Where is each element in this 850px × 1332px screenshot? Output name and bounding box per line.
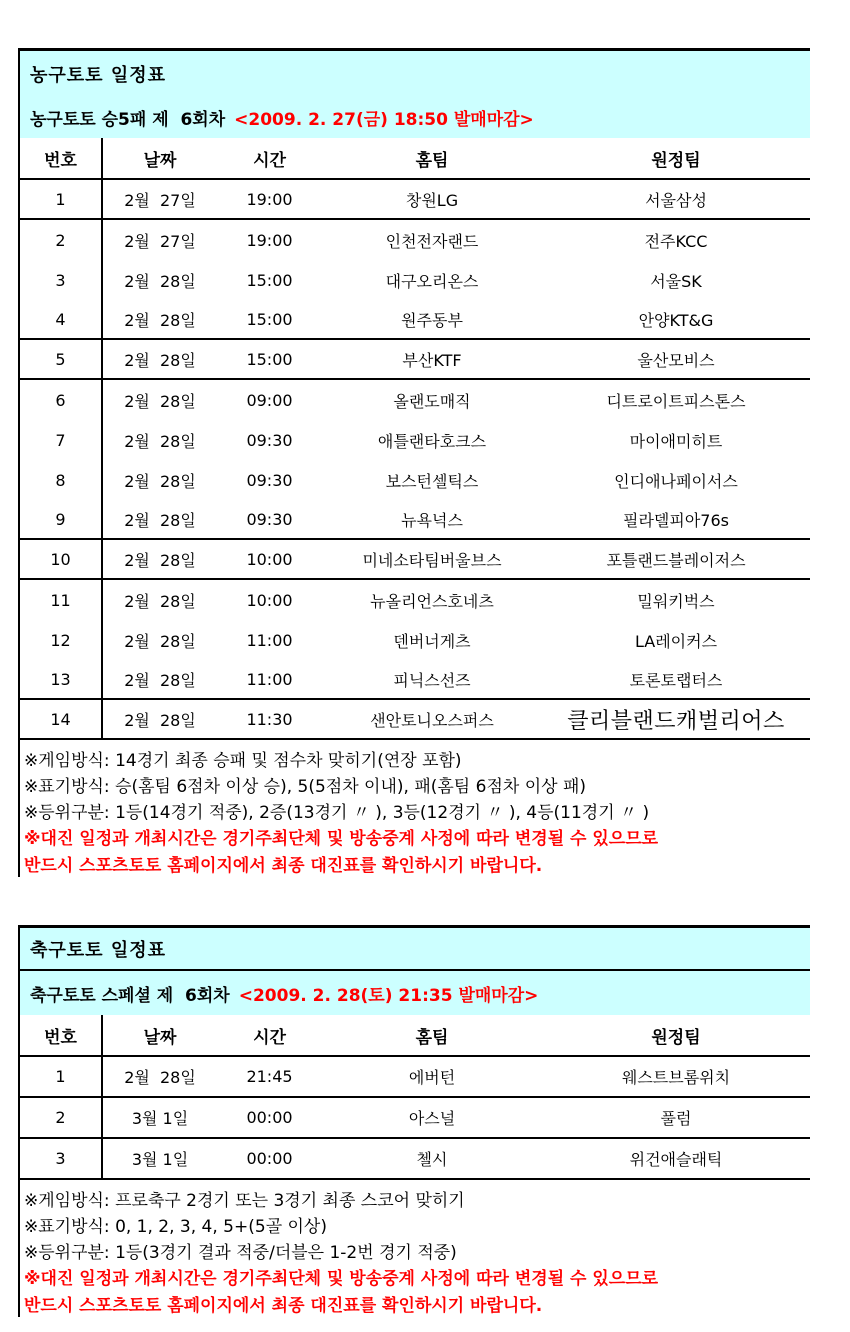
away-team: 필라델피아76s <box>623 510 729 530</box>
soccer-title-row <box>20 928 810 971</box>
sale-deadline-label: <2009. 2. 27(금) 18:50 발매마감> <box>234 110 534 130</box>
home-team: 피닉스선즈 <box>393 670 471 690</box>
game-time: 09:30 <box>246 509 293 529</box>
game-date: 2월 28일 <box>124 670 196 690</box>
game-row <box>20 300 810 340</box>
game-row <box>20 380 810 420</box>
game-time: 15:00 <box>246 270 293 290</box>
game-no: 7 <box>20 420 103 460</box>
warning-text <box>20 823 810 877</box>
game-row <box>20 1098 810 1139</box>
game-time: 15:00 <box>246 349 293 369</box>
game-row <box>20 420 810 460</box>
game-no: 1 <box>20 1057 103 1096</box>
basketball-subtitle-row <box>20 97 810 138</box>
game-row <box>20 700 810 740</box>
home-team: 올랜도매직 <box>393 391 471 411</box>
column-header-no: 번호 <box>20 1015 103 1055</box>
warning-line: ※대진 일정과 개최시간은 경기주최단체 및 방송중계 사정에 따라 변경될 수 있으므로 <box>24 1269 659 1289</box>
warning-line: 반드시 스포츠토토 홈페이지에서 최종 대진표를 확인하시기 바랍니다. <box>24 1296 543 1316</box>
game-date: 2월 28일 <box>124 310 196 330</box>
away-team: LA레이커스 <box>634 631 718 651</box>
game-no: 3 <box>20 1139 103 1178</box>
soccer-subtitle-row <box>20 971 810 1015</box>
sale-deadline-label: <2009. 2. 28(토) 21:35 발매마감> <box>238 985 539 1006</box>
column-header-time: 시간 <box>253 1027 286 1048</box>
home-team: 샌안토니오스퍼스 <box>370 710 494 730</box>
game-no: 12 <box>20 620 103 660</box>
away-team: 클리블랜드캐벌리어스 <box>567 708 785 734</box>
game-date: 2월 28일 <box>124 591 196 611</box>
column-header-date: 날짜 <box>143 150 177 171</box>
game-row <box>20 500 810 540</box>
game-time: 11:00 <box>246 630 293 650</box>
warning-line: ※대진 일정과 개최시간은 경기주최단체 및 방송중계 사정에 따라 변경될 수 있으므로 <box>24 829 659 849</box>
game-time: 21:45 <box>246 1067 293 1086</box>
column-header-home: 홈팀 <box>415 150 449 171</box>
game-date: 2월 27일 <box>124 231 196 251</box>
game-no: 9 <box>20 500 103 538</box>
game-time: 09:00 <box>246 390 293 410</box>
home-team: 뉴올리언스호네츠 <box>370 591 494 611</box>
away-team: 밀워키벅스 <box>637 591 715 611</box>
away-team: 위건애슬래틱 <box>629 1150 723 1169</box>
game-no: 14 <box>20 700 103 738</box>
table-header-row <box>20 1015 810 1057</box>
away-team: 서울SK <box>650 271 702 291</box>
column-header-date: 날짜 <box>143 1027 177 1048</box>
home-team: 뉴욕넉스 <box>401 510 463 530</box>
game-no: 5 <box>20 340 103 378</box>
game-date: 2월 28일 <box>124 271 196 291</box>
note-line: ※표기방식: 0, 1, 2, 3, 4, 5+(5골 이상) <box>24 1216 327 1237</box>
away-team: 웨스트브롬위치 <box>621 1068 731 1087</box>
game-no: 2 <box>20 1098 103 1137</box>
home-team: 원주동부 <box>401 310 463 330</box>
game-time: 11:30 <box>246 709 293 729</box>
away-team: 인디애나페이서스 <box>614 471 738 491</box>
warning-text <box>20 1263 810 1317</box>
game-row <box>20 1139 810 1180</box>
home-team: 첼시 <box>416 1150 448 1169</box>
game-row <box>20 460 810 500</box>
game-time: 11:00 <box>246 669 293 689</box>
soccer-section <box>18 925 810 1317</box>
home-team: 애틀랜타호크스 <box>377 431 487 451</box>
note-line: ※게임방식: 14경기 최종 승패 및 점수차 맞히기(연장 포함) <box>24 750 462 771</box>
game-date: 2월 28일 <box>124 710 196 730</box>
game-row <box>20 220 810 260</box>
column-header-away: 원정팀 <box>651 1027 701 1048</box>
game-no: 1 <box>20 180 103 218</box>
away-team: 안양KT&G <box>638 310 714 330</box>
home-team: 아스널 <box>408 1109 456 1128</box>
column-header-home: 홈팀 <box>415 1027 449 1048</box>
column-header-no: 번호 <box>20 138 103 178</box>
game-row <box>20 260 810 300</box>
game-no: 4 <box>20 300 103 338</box>
game-no: 11 <box>20 580 103 620</box>
away-team: 토론토랩터스 <box>629 670 723 690</box>
game-date: 2월 27일 <box>124 190 196 210</box>
game-date: 3월 1일 <box>131 1150 189 1169</box>
section-title: 농구토토 일정표 <box>30 65 166 86</box>
note-line: ※등위구분: 1등(3경기 결과 적중/더블은 1-2번 경기 적중) <box>24 1242 457 1263</box>
game-date: 2월 28일 <box>124 510 196 530</box>
game-date: 2월 28일 <box>124 550 196 570</box>
game-time: 09:30 <box>246 470 293 490</box>
game-time: 10:00 <box>246 549 293 569</box>
game-no: 6 <box>20 380 103 420</box>
game-row <box>20 180 810 220</box>
home-team: 미네소타팀버울브스 <box>362 550 502 570</box>
game-time: 19:00 <box>246 189 293 209</box>
home-team: 부산KTF <box>402 350 462 370</box>
game-date: 2월 28일 <box>124 471 196 491</box>
game-date: 2월 28일 <box>124 391 196 411</box>
game-no: 13 <box>20 660 103 698</box>
game-row <box>20 1057 810 1098</box>
game-no: 3 <box>20 260 103 300</box>
column-header-time: 시간 <box>253 150 286 171</box>
warning-line: 반드시 스포츠토토 홈페이지에서 최종 대진표를 확인하시기 바랍니다. <box>24 856 543 876</box>
game-row <box>20 580 810 620</box>
away-team: 전주KCC <box>644 231 708 251</box>
game-row <box>20 660 810 700</box>
home-team: 덴버너게츠 <box>393 631 471 651</box>
home-team: 창원LG <box>405 190 459 210</box>
away-team: 디트로이트피스톤스 <box>606 391 746 411</box>
home-team: 보스턴셀틱스 <box>385 471 479 491</box>
round-label: 농구토토 승5패 제 6회차 <box>30 110 226 130</box>
game-time: 00:00 <box>246 1149 293 1168</box>
home-team: 대구오리온스 <box>385 271 479 291</box>
game-date: 2월 28일 <box>124 631 196 651</box>
away-team: 마이애미히트 <box>629 431 723 451</box>
game-time: 10:00 <box>246 590 293 610</box>
table-header-row <box>20 138 810 180</box>
game-time: 15:00 <box>246 309 293 329</box>
round-label: 축구토토 스페셜 제 6회차 <box>30 985 230 1006</box>
game-no: 10 <box>20 540 103 578</box>
away-team: 포틀랜드블레이저스 <box>606 550 746 570</box>
column-header-away: 원정팀 <box>651 150 701 171</box>
notes-list <box>20 1180 810 1263</box>
section-title: 축구토토 일정표 <box>30 939 166 961</box>
note-line: ※등위구분: 1등(14경기 적중), 2증(13경기 〃 ), 3등(12경기 〃 ), 4등(11경기 〃 ) <box>24 802 650 823</box>
away-team: 서울삼성 <box>645 190 707 210</box>
home-team: 에버턴 <box>408 1068 456 1087</box>
game-row <box>20 340 810 380</box>
schedule-table-body <box>20 1057 810 1180</box>
away-team: 울산모비스 <box>637 350 715 370</box>
basketball-title-row <box>20 51 810 97</box>
schedule-table-body <box>20 180 810 740</box>
game-row <box>20 620 810 660</box>
game-time: 00:00 <box>246 1108 293 1127</box>
away-team: 풀럼 <box>660 1109 692 1128</box>
home-team: 인천전자랜드 <box>385 231 479 251</box>
game-no: 8 <box>20 460 103 500</box>
game-date: 2월 28일 <box>124 350 196 370</box>
note-line: ※게임방식: 프로축구 2경기 또는 3경기 최종 스코어 맞히기 <box>24 1190 465 1211</box>
notes-list <box>20 740 810 823</box>
game-row <box>20 540 810 580</box>
game-time: 19:00 <box>246 230 293 250</box>
game-no: 2 <box>20 220 103 260</box>
game-time: 09:30 <box>246 430 293 450</box>
game-date: 3월 1일 <box>131 1109 189 1128</box>
game-date: 2월 28일 <box>124 1068 196 1087</box>
basketball-header-band <box>20 51 810 138</box>
basketball-section <box>18 48 810 877</box>
game-date: 2월 28일 <box>124 431 196 451</box>
note-line: ※표기방식: 승(홈팀 6점차 이상 승), 5(5점차 이내), 패(홈팀 6점차 이상 패) <box>24 776 587 797</box>
